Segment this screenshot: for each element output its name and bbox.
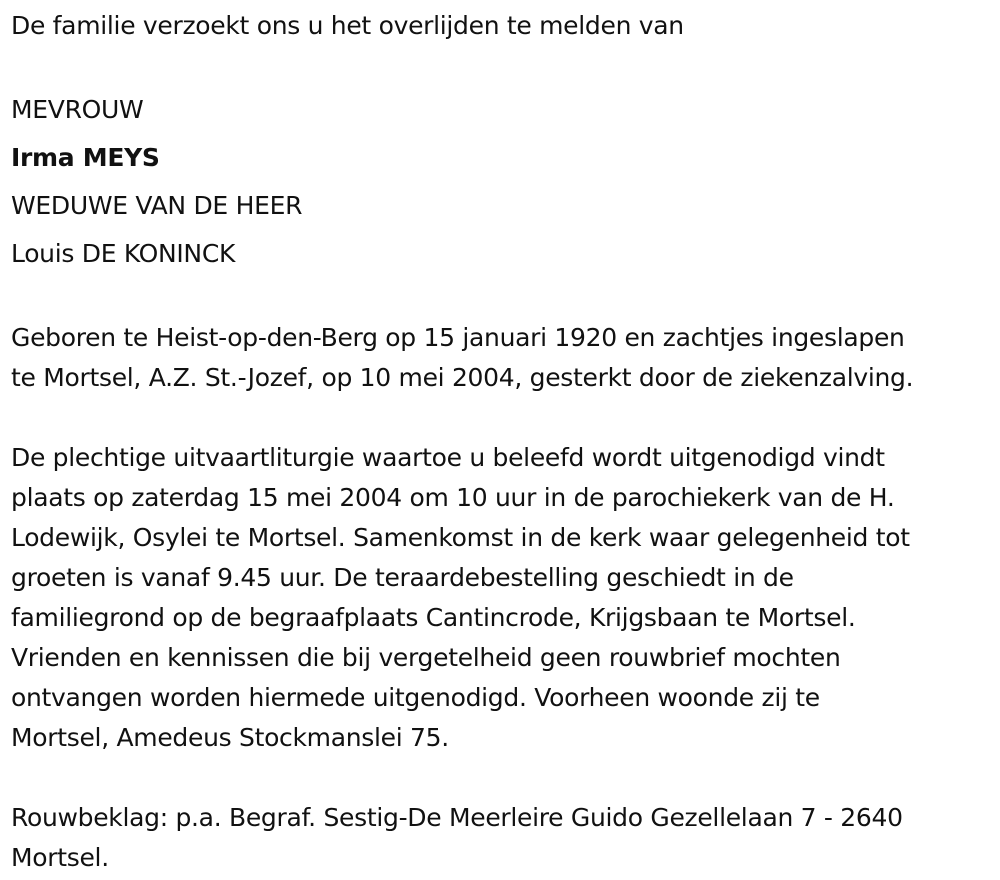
ceremony-paragraph (11, 438, 996, 758)
deceased-name: Irma MEYS (11, 143, 160, 172)
paragraph-line: familiegrond op de begraafplaats Cantincrode, Krijgsbaan te Mortsel. (11, 603, 856, 632)
deceased-title: MEVROUW (11, 95, 144, 124)
paragraph-line: plaats op zaterdag 15 mei 2004 om 10 uur in de parochiekerk van de H. (11, 483, 895, 512)
spacer (11, 278, 996, 318)
paragraph-line: groeten is vanaf 9.45 uur. De teraardebestelling geschiedt in de (11, 563, 794, 592)
condolences-paragraph (11, 798, 996, 878)
paragraph-line: Lodewijk, Osylei te Mortsel. Samenkomst in de kerk waar gelegenheid tot (11, 523, 910, 552)
spacer (11, 398, 996, 438)
deceased-status: WEDUWE VAN DE HEER (11, 191, 303, 220)
spacer (11, 46, 996, 86)
spacer (11, 758, 996, 798)
obituary-document (11, 6, 996, 878)
birth-death-paragraph (11, 318, 996, 398)
paragraph-line: Mortsel, Amedeus Stockmanslei 75. (11, 723, 449, 752)
intro-text: De familie verzoekt ons u het overlijden te melden van (11, 11, 684, 40)
paragraph-line: te Mortsel, A.Z. St.-Jozef, op 10 mei 2004, gesterkt door de ziekenzalving. (11, 363, 914, 392)
deceased-block (11, 86, 996, 278)
paragraph-line: De plechtige uitvaartliturgie waartoe u beleefd wordt uitgenodigd vindt (11, 443, 885, 472)
paragraph-line: Geboren te Heist-op-den-Berg op 15 januari 1920 en zachtjes ingeslapen (11, 323, 905, 352)
paragraph-line: Mortsel. (11, 843, 109, 872)
paragraph-line: Rouwbeklag: p.a. Begraf. Sestig-De Meerleire Guido Gezellelaan 7 - 2640 (11, 803, 903, 832)
paragraph-line: Vrienden en kennissen die bij vergetelheid geen rouwbrief mochten (11, 643, 841, 672)
paragraph-line: ontvangen worden hiermede uitgenodigd. Voorheen woonde zij te (11, 683, 820, 712)
deceased-spouse: Louis DE KONINCK (11, 239, 236, 268)
